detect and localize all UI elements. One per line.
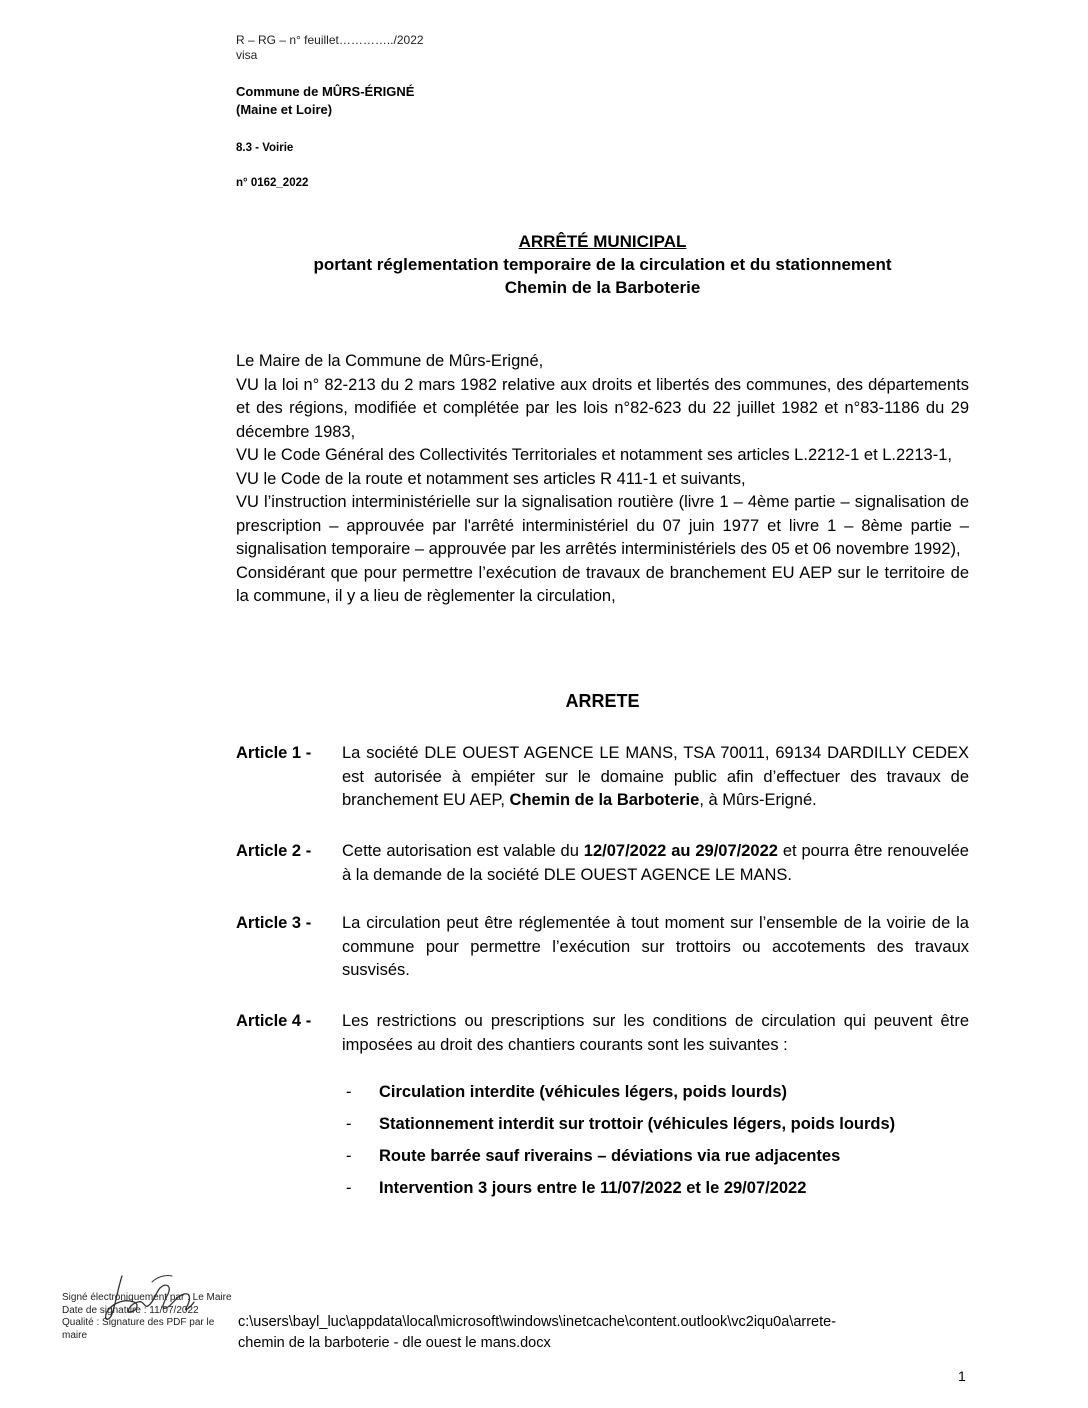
- article-label: Article 2 -: [236, 842, 312, 860]
- article-text: , à Mûrs-Erigné.: [699, 791, 817, 809]
- visa-label: visa: [236, 48, 258, 62]
- page-number: 1: [958, 1368, 966, 1384]
- title-location: Chemin de la Barboterie: [504, 278, 701, 297]
- signature-quality: Qualité : Signature des PDF par le maire: [62, 1317, 215, 1341]
- list-item: [346, 1115, 986, 1147]
- file-path-line: c:\users\bayl_luc\appdata\local\microsoft\windows\inetcache\content.outlook\vc2iqu0a\arrete-: [238, 1314, 837, 1330]
- preamble-intro: Le Maire de la Commune de Mûrs-Erigné,: [236, 352, 544, 370]
- category-label: 8.3 - Voirie: [236, 142, 294, 154]
- article-text: Les restrictions ou prescriptions sur les conditions de circulation qui peuvent être imposées au droit des chantiers courants sont les suivantes :: [342, 1012, 969, 1054]
- article-4: [236, 1010, 969, 1057]
- preamble: [236, 350, 969, 609]
- department-name: (Maine et Loire): [236, 102, 333, 117]
- article-text: La société DLE OUEST AGENCE LE MANS, TSA 70011, 69134 DARDILLY CEDEX est autorisée à empiéter sur le domaine public afin d’effectuer des travaux de branchement EU AEP,: [342, 744, 969, 809]
- preamble-vu-cgct: VU le Code Général des Collectivités Territoriales et notamment ses articles L.2212-1 et L.2213-1,: [236, 446, 952, 464]
- preamble-vu-code-route: VU le Code de la route et notamment ses articles R 411-1 et suivants,: [236, 469, 746, 488]
- article-text: Cette autorisation est valable du: [342, 842, 584, 860]
- list-item-text: Route barrée sauf riverains – déviations via rue adjacentes: [379, 1147, 841, 1165]
- list-item-text: Circulation interdite (véhicules légers, poids lourds): [379, 1083, 787, 1101]
- title-block: [236, 230, 969, 299]
- file-path-line: chemin de la barboterie - dle ouest le mans.docx: [238, 1335, 551, 1351]
- signature-date: Date de signature : 11/07/2022: [62, 1304, 199, 1316]
- restriction-list: [346, 1083, 986, 1211]
- article-text-bold: Chemin de la Barboterie: [509, 791, 700, 809]
- list-item-text: Stationnement interdit sur trottoir (véhicules légers, poids lourds): [379, 1115, 896, 1133]
- file-path: [238, 1312, 836, 1354]
- arrete-heading: ARRETE: [565, 691, 640, 711]
- article-1: [236, 742, 969, 813]
- article-2: [236, 840, 969, 887]
- preamble-vu-loi: VU la loi n° 82-213 du 2 mars 1982 relative aux droits et libertés des communes, des départements et des régions, modifiée et complétée par les lois n°82-623 du 22 juillet 1982 et n°83-1186 du 29 décembre 1983,: [236, 375, 969, 441]
- preamble-considerant: Considérant que pour permettre l’exécution de travaux de branchement EU AEP sur le territoire de la commune, il y a lieu de règlementer la circulation,: [236, 563, 969, 605]
- header-block: [236, 33, 424, 63]
- bullet-marker: -: [346, 1083, 352, 1101]
- preamble-vu-instruction: VU l’instruction interministérielle sur la signalisation routière (livre 1 – 4ème partie – signalisation de prescription – approuvée par l'arrêté interministériel du 07 juin 1977 et livre 1 – 8ème partie – signalisation temporaire – approuvée par les arrêtés interministériels des 05 et 06 novembre 1992),: [236, 493, 969, 558]
- page-title: ARRÊTÉ MUNICIPAL: [518, 232, 687, 251]
- commune-block: [236, 83, 414, 119]
- list-item: [346, 1179, 986, 1211]
- title-subtitle: portant réglementation temporaire de la circulation et du stationnement: [313, 255, 892, 274]
- reference-line: R – RG – n° feuillet…………../2022: [236, 33, 424, 47]
- article-text-bold: 12/07/2022 au 29/07/2022: [583, 842, 778, 860]
- article-text: La circulation peut être réglementée à tout moment sur l’ensemble de la voirie de la commune pour permettre l’exécution sur trottoirs ou accotements des travaux susvisés.: [342, 914, 969, 979]
- signature-block: [62, 1292, 234, 1342]
- list-item-text: Intervention 3 jours entre le 11/07/2022 et le 29/07/2022: [379, 1179, 807, 1197]
- article-text: et pourra être renouvelée à la demande de la société DLE OUEST AGENCE LE MANS.: [342, 842, 969, 884]
- article-label: Article 3 -: [236, 914, 312, 932]
- list-item: [346, 1147, 986, 1179]
- article-label: Article 4 -: [236, 1012, 312, 1030]
- decree-number: n° 0162_2022: [236, 177, 309, 189]
- article-3: [236, 912, 969, 983]
- bullet-marker: -: [346, 1115, 352, 1133]
- commune-name: Commune de MÛRS-ÉRIGNÉ: [236, 84, 415, 99]
- bullet-marker: -: [346, 1179, 352, 1197]
- bullet-marker: -: [346, 1147, 352, 1165]
- signature-signed-by: Signé électroniquement par : Le Maire: [62, 1292, 232, 1303]
- list-item: [346, 1083, 986, 1115]
- article-label: Article 1 -: [236, 744, 312, 762]
